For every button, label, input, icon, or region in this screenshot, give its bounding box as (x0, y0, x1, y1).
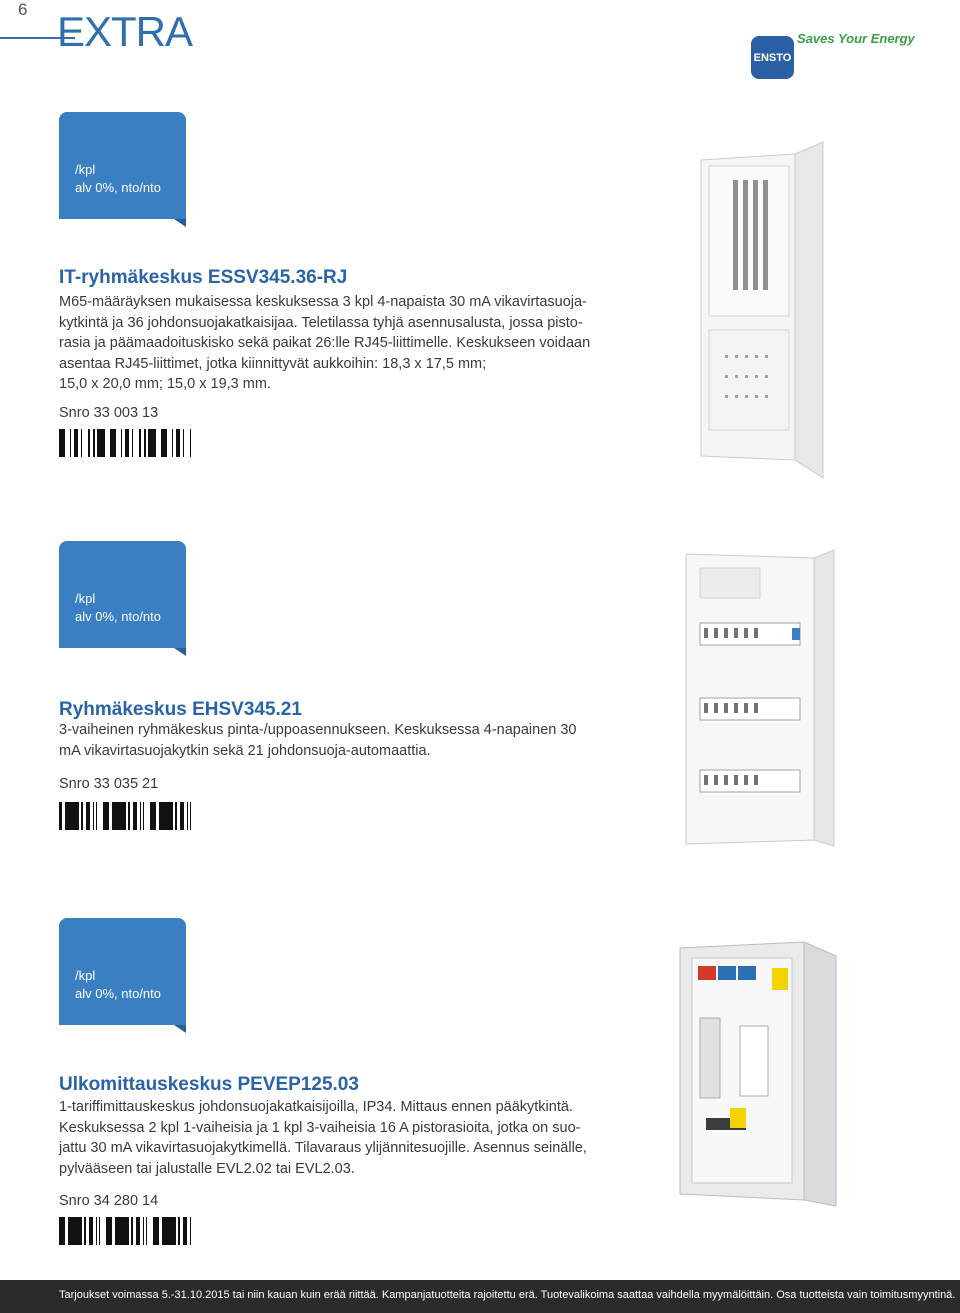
logo-text: ENSTO (753, 51, 792, 64)
product-description-3 (59, 1097, 639, 1179)
desc-line: 1-tariffimittauskeskus johdonsuojakatkaisijoilla, IP34. Mittaus ennen pääkytkintä. (59, 1099, 573, 1115)
snro-3: Snro 34 280 14 (59, 1193, 159, 1209)
desc-line: 3-vaiheinen ryhmäkeskus pinta-/uppoasennukseen. Keskuksessa 4-napainen 30 (59, 722, 577, 738)
desc-line: asentaa RJ45-liittimet, jotka kiinnittyvät aukkoihin: 18,3 x 17,5 mm; (59, 355, 487, 372)
barcode-icon (59, 802, 191, 830)
product-title-1: IT-ryhmäkeskus ESSV345.36-RJ (59, 267, 348, 288)
price-unit: /kpl (75, 162, 96, 177)
snro-1: Snro 33 003 13 (59, 405, 159, 421)
barcode-icon (59, 1217, 191, 1245)
ensto-logo (751, 36, 794, 79)
price-tag-3 (59, 918, 186, 1025)
price-tag-1 (59, 112, 186, 219)
desc-line: M65-määräyksen mukaisessa keskuksessa 3 kpl 4-napaista 30 mA vikavirtasuoja- (59, 294, 587, 310)
barcode-icon (59, 429, 191, 457)
product-description-2 (59, 720, 639, 761)
page-number: 6 (18, 0, 28, 19)
footer-bar (0, 1280, 960, 1313)
desc-line: 15,0 x 20,0 mm; 15,0 x 19,3 mm. (59, 376, 271, 392)
price-vat: alv 0%, nto/nto (75, 986, 161, 1001)
price-vat: alv 0%, nto/nto (75, 180, 161, 195)
it-cabinet-image (695, 140, 830, 480)
group-panel-image (680, 548, 840, 848)
price-tag-2 (59, 541, 186, 648)
product-description-1 (59, 292, 639, 395)
snro-2: Snro 33 035 21 (59, 776, 159, 792)
product-title-2: Ryhmäkeskus EHSV345.21 (59, 699, 302, 720)
desc-line: kytkintä ja 36 johdonsuojakatkaisijaa. Teletilassa tyhjä asennusalusta, jossa pisto- (59, 314, 583, 331)
desc-line: rasia ja päämaadoituskisko sekä paikat 26:lle RJ45-liittimelle. Keskukseen voidaan (59, 335, 591, 351)
desc-line: pylvääseen tai jalustalle EVL2.02 tai EVL2.03. (59, 1160, 355, 1177)
desc-line: mA vikavirtasuojakytkin sekä 21 johdonsuoja-automaattia. (59, 742, 431, 759)
desc-line: Keskuksessa 2 kpl 1-vaiheisia ja 1 kpl 3-vaiheisia 16 A pistorasioita, jotka on suo- (59, 1119, 581, 1136)
price-unit: /kpl (75, 968, 96, 983)
page-title: EXTRA (57, 8, 193, 55)
desc-line: jattu 30 mA vikavirtasuojakytkimellä. Tilavaraus ylijännitesuojille. Asennus seinälle, (59, 1140, 587, 1156)
footer-disclaimer: Tarjoukset voimassa 5.-31.10.2015 tai niin kauan kuin erää riittää. Kampanjatuotteita rajoitettu erä. Tuotevalikoima saattaa vaihdella myymälöittäin. Osa tuotteista vain toimitusmyyntinä. (59, 1289, 956, 1301)
metering-cabinet-image (676, 938, 841, 1210)
slogan: Saves Your Energy (797, 31, 915, 46)
price-unit: /kpl (75, 591, 96, 606)
price-vat: alv 0%, nto/nto (75, 609, 161, 624)
product-title-3: Ulkomittauskeskus PEVEP125.03 (59, 1074, 359, 1095)
